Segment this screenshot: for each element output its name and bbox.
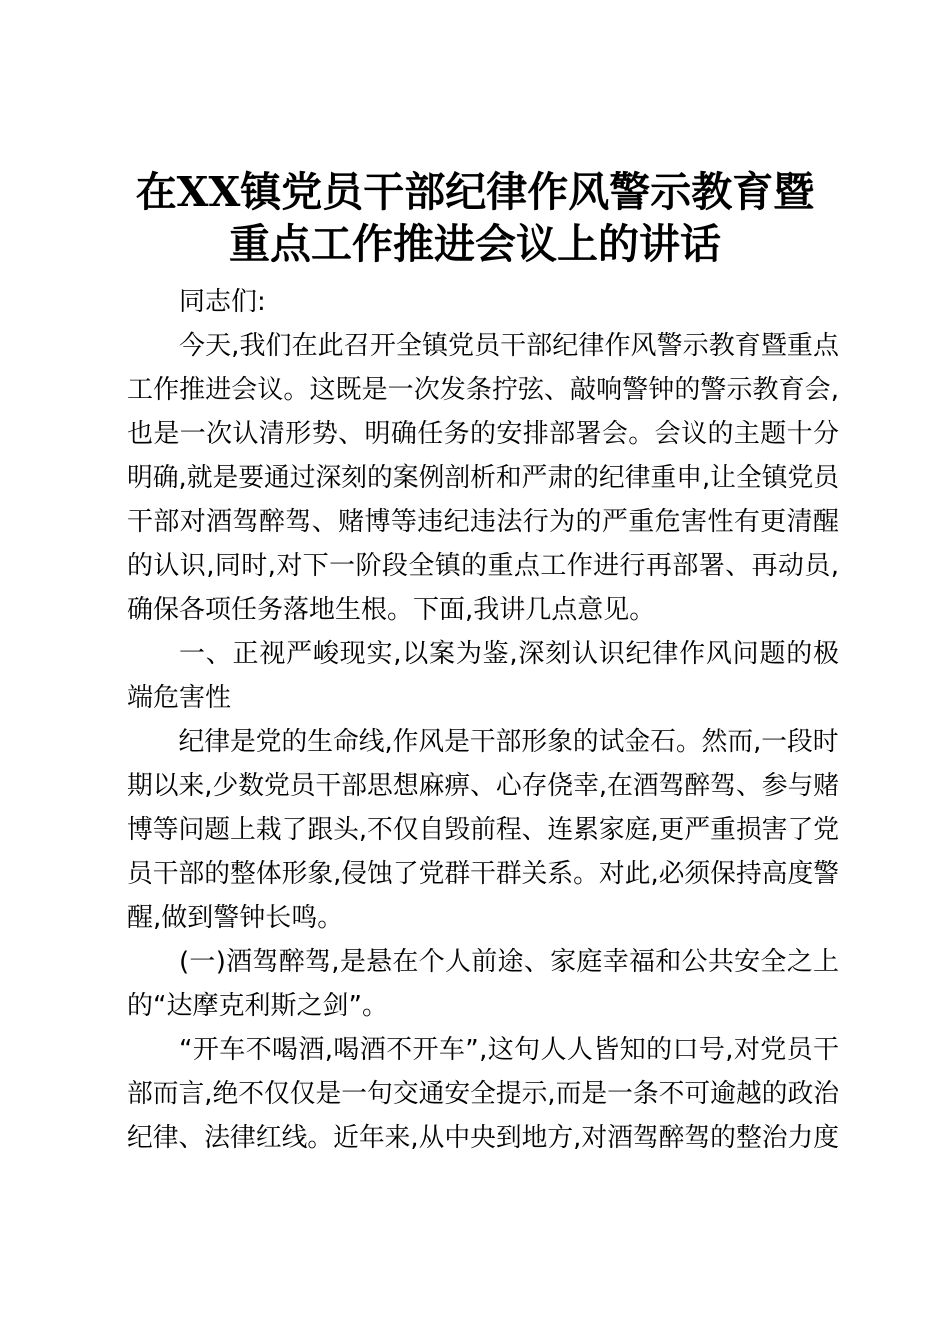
paragraph [127,940,839,1028]
paragraph-line: 确保各项任务落地生根。下面,我讲几点意见。 [127,595,656,625]
paragraph-line: 今天,我们在此召开全镇党员干部纪律作风警示教育暨重点 [179,331,840,361]
title-line-1: 在XX镇党员干部纪律作风警示教育暨 [135,168,815,216]
document-title [0,166,950,270]
paragraph [127,280,839,324]
paragraph-line: 一、正视严峻现实,以案为鉴,深刻认识纪律作风问题的极 [179,639,840,669]
paragraph-line: (一)酒驾醉驾,是悬在个人前途、家庭幸福和公共安全之上 [179,947,840,977]
paragraph-line: 端危害性 [127,683,232,713]
paragraph-line: 部而言,绝不仅仅是一句交通安全提示,而是一条不可逾越的政治 [127,1079,839,1109]
paragraph-line: 工作推进会议。这既是一次发条拧弦、敲响警钟的警示教育会, [127,375,840,405]
paragraph-line: 纪律、法律红线。近年来,从中央到地方,对酒驾醉驾的整治力度 [127,1123,839,1153]
document-body [127,280,839,1160]
paragraph-line: 醒,做到警钟长鸣。 [127,903,344,933]
paragraph-line: 期以来,少数党员干部思想麻痹、心存侥幸,在酒驾醉驾、参与赌 [127,771,839,801]
paragraph-line: 员干部的整体形象,侵蚀了党群干群关系。对此,必须保持高度警 [127,859,839,889]
paragraph-line: 的“达摩克利斯之剑”。 [127,991,388,1021]
paragraph [127,632,839,720]
paragraph-line: 的认识,同时,对下一阶段全镇的重点工作进行再部署、再动员, [127,551,840,581]
paragraph-line: 博等问题上栽了跟头,不仅自毁前程、连累家庭,更严重损害了党 [127,815,839,845]
paragraph-line: 也是一次认清形势、明确任务的安排部署会。会议的主题十分 [127,419,840,449]
paragraph [127,324,839,632]
paragraph-line: 纪律是党的生命线,作风是干部形象的试金石。然而,一段时 [178,727,839,757]
paragraph [127,720,839,940]
paragraph-line: 干部对酒驾醉驾、赌博等违纪违法行为的严重危害性有更清醒 [127,507,840,537]
title-line-2: 重点工作推进会议上的讲话 [229,220,721,268]
paragraph-line: 明确,就是要通过深刻的案例剖析和严肃的纪律重申,让全镇党员 [127,463,839,493]
paragraph-line: 同志们: [179,287,266,317]
paragraph [127,1028,839,1160]
paragraph-line: “开车不喝酒,喝酒不开车”,这句人人皆知的口号,对党员干 [179,1035,840,1065]
